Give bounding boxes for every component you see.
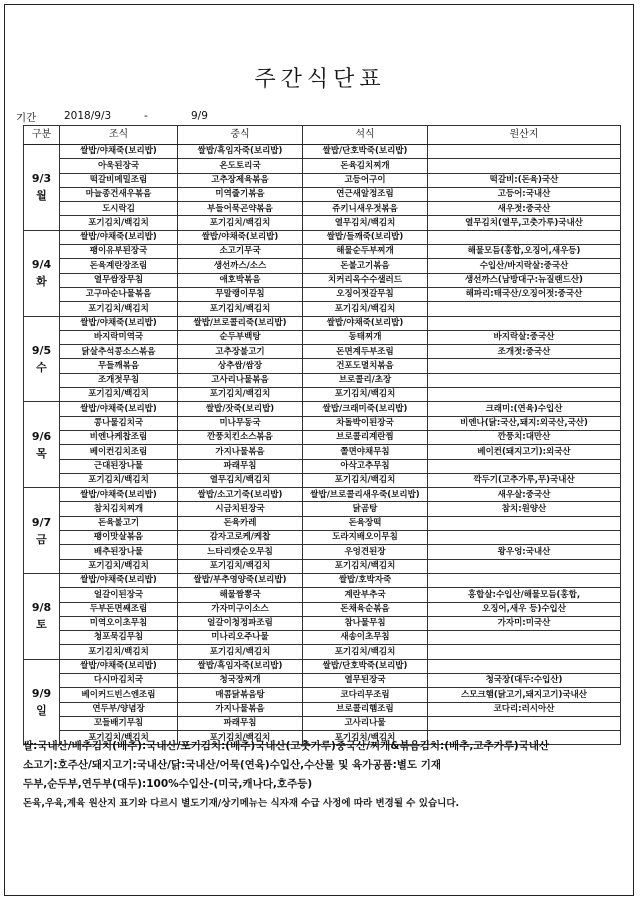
menu-row — [24, 245, 621, 259]
lunch-cell: 포기김치/백김치 — [178, 216, 303, 230]
day-weekday: 수 — [36, 360, 47, 374]
origin-cell — [428, 559, 621, 573]
origin-cell: 스모크햄(닭고기,돼지고기)국내산 — [428, 688, 621, 702]
dinner-cell: 돈육김치찌개 — [303, 159, 428, 173]
menu-row — [24, 159, 621, 173]
menu-row — [24, 659, 621, 673]
menu-row — [24, 287, 621, 301]
dinner-cell: 포기김치/백김치 — [303, 645, 428, 659]
lunch-cell: 가자미구이소스 — [178, 602, 303, 616]
menu-row — [24, 388, 621, 402]
breakfast-cell: 두부돈면쌔조림 — [60, 602, 178, 616]
origin-cell — [428, 316, 621, 330]
origin-cell — [428, 373, 621, 387]
header-row — [24, 126, 621, 145]
breakfast-cell: 팽이유부된장국 — [60, 245, 178, 259]
lunch-cell: 매콤닭볶음탕 — [178, 688, 303, 702]
breakfast-cell: 콩나물김치국 — [60, 416, 178, 430]
menu-row — [24, 259, 621, 273]
dinner-cell: 코다리무조림 — [303, 688, 428, 702]
breakfast-cell: 돈육불고기 — [60, 516, 178, 530]
lunch-cell: 시금치된장국 — [178, 502, 303, 516]
breakfast-cell: 포기김치/백김치 — [60, 216, 178, 230]
lunch-cell: 쌀밥/부추영양죽(보리밥) — [178, 573, 303, 587]
lunch-cell: 고추장제육볶음 — [178, 173, 303, 187]
note-line: 소고기:호주산/돼지고기:국내산/닭:국내산/어묵(연육)수입산,수산물 및 육가공품:별도 기재 — [23, 759, 442, 771]
dinner-cell: 쌀밥/호박자죽 — [303, 573, 428, 587]
menu-row — [24, 531, 621, 545]
origin-cell: 깐풍치:대만산 — [428, 430, 621, 444]
day-weekday: 일 — [36, 704, 47, 718]
lunch-cell: 상추쌈/쌈장 — [178, 359, 303, 373]
day-date: 9/6 — [31, 429, 52, 443]
breakfast-cell: 참치김치찌개 — [60, 502, 178, 516]
dinner-cell: 우엉견된장 — [303, 545, 428, 559]
menu-row — [24, 359, 621, 373]
dinner-cell: 브로콜리/초장 — [303, 373, 428, 387]
dinner-cell: 연근새알정조림 — [303, 187, 428, 201]
lunch-cell: 쌀밥/소고기죽(보리밥) — [178, 488, 303, 502]
origin-cell — [428, 645, 621, 659]
menu-row — [24, 488, 621, 502]
dinner-cell: 고등어구이 — [303, 173, 428, 187]
origin-cell: 떡갈비:(돈육)국산 — [428, 173, 621, 187]
menu-row — [24, 330, 621, 344]
note-line: 쌀:국내산/배추김치(배추):국내산/포기김치:(배추)국내산(고춧가루)중국산/찌개&볶음김치:(배추,고추가루)국내산 — [23, 740, 550, 752]
lunch-cell: 포기김치/백김치 — [178, 645, 303, 659]
dinner-cell: 닭곰탕 — [303, 502, 428, 516]
dinner-cell: 포기김치/백김치 — [303, 559, 428, 573]
day-cell — [24, 316, 60, 402]
origin-cell: 새우젓:중국산 — [428, 202, 621, 216]
menu-row — [24, 373, 621, 387]
lunch-cell: 생선까스/소스 — [178, 259, 303, 273]
breakfast-cell: 쌀밥/야채죽(보리밥) — [60, 316, 178, 330]
origin-cell: 왕우엉:국내산 — [428, 545, 621, 559]
lunch-cell: 얼갈이청정파조림 — [178, 616, 303, 630]
dinner-cell: 포기김치/백김치 — [303, 388, 428, 402]
lunch-cell: 애호박볶음 — [178, 273, 303, 287]
origin-cell: 비엔나(닭:국산,돼지:외국산,국산) — [428, 416, 621, 430]
lunch-cell: 쌀밥/잣죽(보리밥) — [178, 402, 303, 416]
breakfast-cell: 도시락김 — [60, 202, 178, 216]
breakfast-cell: 고구마순나물볶음 — [60, 287, 178, 301]
origin-cell — [428, 631, 621, 645]
dinner-cell: 쌀밥/단호박죽(보리밥) — [303, 145, 428, 159]
lunch-cell: 돈육카레 — [178, 516, 303, 530]
dinner-cell: 돈육장떡 — [303, 516, 428, 530]
lunch-cell: 고사리나물볶음 — [178, 373, 303, 387]
header-lunch: 중식 — [178, 126, 303, 145]
header-dinner: 석식 — [303, 126, 428, 145]
breakfast-cell: 쌀밥/야채죽(보리밥) — [60, 659, 178, 673]
breakfast-cell: 떡갈비메밀조림 — [60, 173, 178, 187]
header-origin: 원산지 — [428, 126, 621, 145]
breakfast-cell: 포기김치/백김치 — [60, 731, 178, 745]
origin-cell: 참치:원양산 — [428, 502, 621, 516]
note-line: 돈육,우육,계육 원산지 표기와 다르시 별도기재/상기메뉴는 식자재 수급 사정에 따라 변경될 수 있습니다. — [23, 798, 460, 809]
breakfast-cell: 비엔나케찹조림 — [60, 430, 178, 444]
dinner-cell: 참나물무침 — [303, 616, 428, 630]
dinner-cell: 고사리나물 — [303, 716, 428, 730]
origin-cell: 베이컨(돼지고기):외국산 — [428, 445, 621, 459]
origin-cell — [428, 573, 621, 587]
menu-table — [23, 125, 621, 745]
origin-cell — [428, 516, 621, 530]
breakfast-cell: 베이컨김치조림 — [60, 445, 178, 459]
day-weekday: 금 — [36, 532, 47, 546]
dinner-cell: 쫄면야채무침 — [303, 445, 428, 459]
menu-row — [24, 602, 621, 616]
breakfast-cell: 쌀밥/야채죽(보리밥) — [60, 488, 178, 502]
origin-cell: 열무김치(열무,고춧가루)국내산 — [428, 216, 621, 230]
lunch-cell: 쌀밥/브로콜리죽(보리밥) — [178, 316, 303, 330]
menu-row — [24, 473, 621, 487]
breakfast-cell: 청포묵김무침 — [60, 631, 178, 645]
origin-cell — [428, 230, 621, 244]
day-cell — [24, 145, 60, 231]
dinner-cell: 돈면계두부조림 — [303, 345, 428, 359]
dinner-cell: 돈채육순볶음 — [303, 602, 428, 616]
dinner-cell: 아삭고추무침 — [303, 459, 428, 473]
period-start: 2018/9/3 — [64, 110, 112, 122]
day-weekday: 토 — [36, 618, 47, 632]
breakfast-cell: 팽이맛살볶음 — [60, 531, 178, 545]
dinner-cell: 열무김치/백김치 — [303, 216, 428, 230]
day-weekday: 월 — [36, 189, 47, 203]
dinner-cell: 브로콜리계란찜 — [303, 430, 428, 444]
dinner-cell: 새송이초무침 — [303, 631, 428, 645]
lunch-cell: 포기김치/백김치 — [178, 302, 303, 316]
breakfast-cell: 쌀밥/야채죽(보리밥) — [60, 230, 178, 244]
breakfast-cell: 포기김치/백김치 — [60, 388, 178, 402]
dinner-cell: 쌀밥/들깨죽(보리밥) — [303, 230, 428, 244]
menu-row — [24, 273, 621, 287]
dinner-cell: 동태찌개 — [303, 330, 428, 344]
breakfast-cell: 무들깨볶음 — [60, 359, 178, 373]
breakfast-cell: 아욱된장국 — [60, 159, 178, 173]
menu-row — [24, 688, 621, 702]
dinner-cell: 차돌박이된장국 — [303, 416, 428, 430]
lunch-cell: 포기김치/백김치 — [178, 559, 303, 573]
dinner-cell: 쥬키니새우젓볶음 — [303, 202, 428, 216]
menu-row — [24, 216, 621, 230]
menu-row — [24, 616, 621, 630]
lunch-cell: 해물짬뽕국 — [178, 588, 303, 602]
lunch-cell: 열무김치/백김치 — [178, 473, 303, 487]
dinner-cell: 쌀밥/야채죽(보리밥) — [303, 316, 428, 330]
origin-cell: 크래미:(연육)수입산 — [428, 402, 621, 416]
origin-cell: 수입산/바지락살:중국산 — [428, 259, 621, 273]
origin-cell: 조개젓:중국산 — [428, 345, 621, 359]
dinner-cell: 쌀밥/단호박죽(보리밥) — [303, 659, 428, 673]
origin-cell — [428, 359, 621, 373]
breakfast-cell: 얼갈이된장국 — [60, 588, 178, 602]
origin-cell — [428, 159, 621, 173]
dinner-cell: 쌀밥/브로콜리새우죽(보리밥) — [303, 488, 428, 502]
lunch-cell: 포기김치/백김치 — [178, 388, 303, 402]
header-category: 구분 — [24, 126, 60, 145]
lunch-cell: 소고기무국 — [178, 245, 303, 259]
breakfast-cell: 돈육계란장조림 — [60, 259, 178, 273]
origin-cell: 홍합살:수입산/해물모듬(홍합, — [428, 588, 621, 602]
breakfast-cell: 바지락미역국 — [60, 330, 178, 344]
breakfast-cell: 다시마김치국 — [60, 673, 178, 687]
breakfast-cell: 쌀밥/야채죽(보리밥) — [60, 573, 178, 587]
note-line: 두부,순두부,연두부(대두):100%수입산-(미국,캐나다,호주등) — [23, 778, 313, 790]
day-cell — [24, 402, 60, 488]
day-date: 9/7 — [31, 515, 52, 529]
origin-cell: 생선까스(남방대구:뉴질랜드산) — [428, 273, 621, 287]
lunch-cell: 깐풍치킨소스볶음 — [178, 430, 303, 444]
day-cell — [24, 230, 60, 316]
origin-cell — [428, 659, 621, 673]
breakfast-cell: 닭살추석콩소스볶음 — [60, 345, 178, 359]
menu-row — [24, 173, 621, 187]
day-cell — [24, 573, 60, 659]
menu-row — [24, 230, 621, 244]
lunch-cell: 가지나물볶음 — [178, 445, 303, 459]
lunch-cell: 미나무동국 — [178, 416, 303, 430]
dinner-cell: 오징어젓갈무침 — [303, 287, 428, 301]
lunch-cell: 온도토리국 — [178, 159, 303, 173]
lunch-cell: 느타리캣순오무침 — [178, 545, 303, 559]
breakfast-cell: 쌀밥/야채죽(보리밥) — [60, 402, 178, 416]
origin-cell: 가자미:미국산 — [428, 616, 621, 630]
lunch-cell: 포기김치/백김치 — [178, 731, 303, 745]
breakfast-cell: 조개젓무침 — [60, 373, 178, 387]
period-end: 9/9 — [191, 110, 208, 122]
period-label: 기간 — [16, 112, 37, 124]
day-date: 9/5 — [31, 343, 52, 357]
dinner-cell: 포기김치/백김치 — [303, 473, 428, 487]
breakfast-cell: 포기김치/백김치 — [60, 473, 178, 487]
lunch-cell: 순두부백탕 — [178, 330, 303, 344]
lunch-cell: 고추장불고기 — [178, 345, 303, 359]
origin-cell: 코다리:러시아산 — [428, 702, 621, 716]
menu-row — [24, 445, 621, 459]
breakfast-cell: 미역오이초무침 — [60, 616, 178, 630]
breakfast-cell: 마늘종건새우볶음 — [60, 187, 178, 201]
lunch-cell: 가지나물볶음 — [178, 702, 303, 716]
breakfast-cell: 쌀밥/야채죽(보리밥) — [60, 145, 178, 159]
menu-row — [24, 673, 621, 687]
menu-row — [24, 316, 621, 330]
menu-row — [24, 559, 621, 573]
day-date: 9/4 — [31, 258, 52, 272]
menu-row — [24, 588, 621, 602]
menu-row — [24, 345, 621, 359]
lunch-cell: 쌀밥/흑임자죽(보리밥) — [178, 659, 303, 673]
dinner-cell: 쌀밥/크래미죽(보리밥) — [303, 402, 428, 416]
page-title: 주간식단표 — [254, 67, 386, 92]
menu-row — [24, 187, 621, 201]
origin-cell: 깍두기(고추가루,무)국내산 — [428, 473, 621, 487]
lunch-cell: 미나리오주나물 — [178, 631, 303, 645]
breakfast-cell: 연두부/양념장 — [60, 702, 178, 716]
dinner-cell: 치커리옥수수샐러드 — [303, 273, 428, 287]
menu-row — [24, 516, 621, 530]
menu-row — [24, 145, 621, 159]
menu-row — [24, 202, 621, 216]
origin-cell — [428, 531, 621, 545]
origin-cell: 해파리:태국산/오징어젓:중국산 — [428, 287, 621, 301]
menu-row — [24, 631, 621, 645]
day-cell — [24, 488, 60, 574]
breakfast-cell: 포기김치/백김치 — [60, 302, 178, 316]
lunch-cell: 미역줄기볶음 — [178, 187, 303, 201]
lunch-cell: 부들어묵곤약볶음 — [178, 202, 303, 216]
menu-row — [24, 716, 621, 730]
origin-cell — [428, 145, 621, 159]
dinner-cell: 열무된장국 — [303, 673, 428, 687]
breakfast-cell: 배추된장나물 — [60, 545, 178, 559]
breakfast-cell: 베이커드빈스엔조림 — [60, 688, 178, 702]
dinner-cell: 계란부추국 — [303, 588, 428, 602]
menu-row — [24, 702, 621, 716]
breakfast-cell: 포기김치/백김치 — [60, 645, 178, 659]
dinner-cell: 해물순두부찌개 — [303, 245, 428, 259]
menu-row — [24, 502, 621, 516]
dinner-cell: 브로콜리햄조림 — [303, 702, 428, 716]
day-weekday: 목 — [36, 446, 47, 460]
breakfast-cell: 포기김치/백김치 — [60, 559, 178, 573]
menu-row — [24, 402, 621, 416]
origin-cell: 오징어,새우 등)수입산 — [428, 602, 621, 616]
breakfast-cell: 근대된장나물 — [60, 459, 178, 473]
dinner-cell: 포기김치/백김치 — [303, 302, 428, 316]
day-date: 9/3 — [31, 172, 52, 186]
lunch-cell: 쌀밥/흑임자죽(보리밥) — [178, 145, 303, 159]
menu-body — [24, 145, 621, 745]
origin-cell — [428, 459, 621, 473]
day-date: 9/8 — [31, 601, 52, 615]
origin-cell: 고등어:국내산 — [428, 187, 621, 201]
menu-row — [24, 416, 621, 430]
origin-cell: 새우살:중국산 — [428, 488, 621, 502]
origin-cell — [428, 716, 621, 730]
dinner-cell: 포기김치/백김치 — [303, 731, 428, 745]
menu-row — [24, 430, 621, 444]
breakfast-cell: 열무쌈장무침 — [60, 273, 178, 287]
menu-row — [24, 645, 621, 659]
menu-row — [24, 573, 621, 587]
lunch-cell: 청국장찌개 — [178, 673, 303, 687]
origin-cell: 해물모듬(홍합,오징어,새우등) — [428, 245, 621, 259]
dinner-cell: 돈불고기볶음 — [303, 259, 428, 273]
day-weekday: 화 — [36, 275, 47, 289]
lunch-cell: 무말랭이무침 — [178, 287, 303, 301]
day-cell — [24, 659, 60, 745]
origin-cell: 청국장(대두:수입산) — [428, 673, 621, 687]
origin-cell: 바지락살:중국산 — [428, 330, 621, 344]
breakfast-cell: 꼬들배기무침 — [60, 716, 178, 730]
lunch-cell: 감자고로케/케찹 — [178, 531, 303, 545]
origin-cell — [428, 302, 621, 316]
header-breakfast: 조식 — [60, 126, 178, 145]
lunch-cell: 쌀밥/야채죽(보리밥) — [178, 230, 303, 244]
menu-row — [24, 459, 621, 473]
origin-cell — [428, 388, 621, 402]
dinner-cell: 건포도멸치볶음 — [303, 359, 428, 373]
menu-row — [24, 302, 621, 316]
lunch-cell: 파래무침 — [178, 459, 303, 473]
menu-row — [24, 545, 621, 559]
lunch-cell: 파래무침 — [178, 716, 303, 730]
period-dash: - — [144, 110, 148, 122]
dinner-cell: 도라지배오이무침 — [303, 531, 428, 545]
day-date: 9/9 — [31, 687, 52, 701]
